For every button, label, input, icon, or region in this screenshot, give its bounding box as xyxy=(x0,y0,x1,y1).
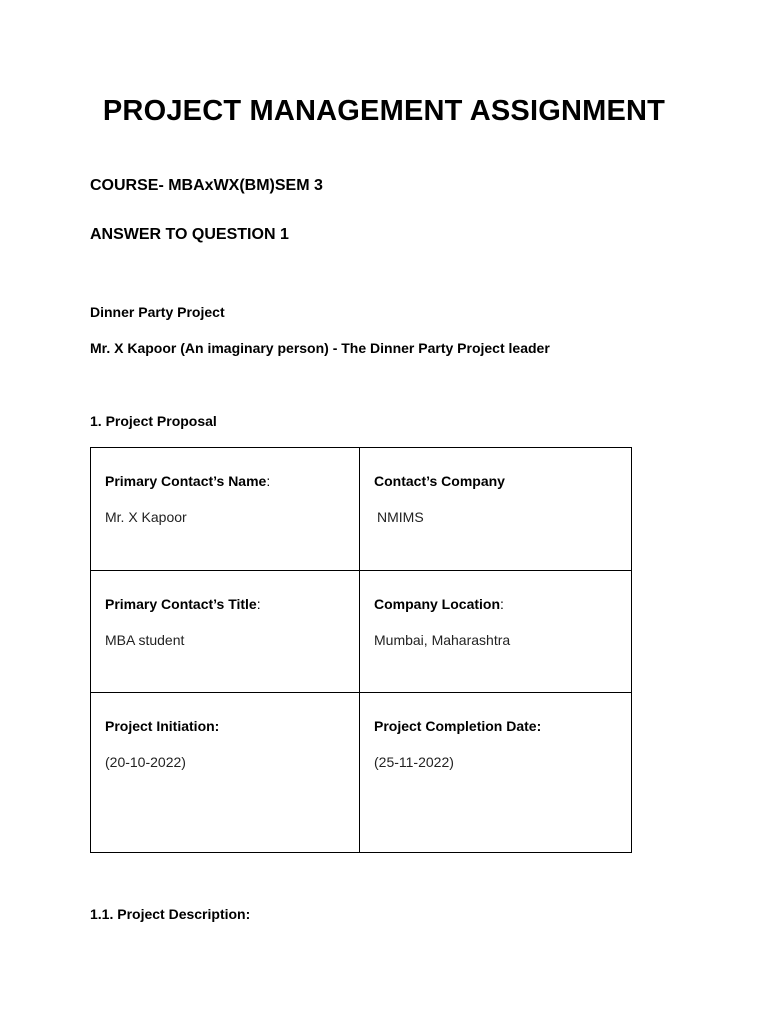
primary-contact-title-label xyxy=(105,595,345,613)
company-location-colon: : xyxy=(500,596,504,612)
project-name: Dinner Party Project xyxy=(90,304,225,320)
contact-company-value: NMIMS xyxy=(377,509,424,525)
company-location-label xyxy=(374,595,617,613)
project-leader: Mr. X Kapoor (An imaginary person) - The Dinner Party Project leader xyxy=(90,340,550,356)
project-completion-cell xyxy=(360,693,632,853)
table-row xyxy=(91,693,632,853)
primary-contact-name-colon: : xyxy=(266,473,271,489)
project-completion-value: (25-11-2022) xyxy=(374,754,454,770)
company-location-cell xyxy=(360,571,632,693)
contact-company-cell xyxy=(360,448,632,571)
primary-contact-title-value: MBA student xyxy=(105,632,185,648)
project-initiation-label: Project Initiation: xyxy=(105,718,220,734)
primary-contact-title-colon: : xyxy=(256,596,261,612)
primary-contact-title-label-text: Primary Contact’s Title xyxy=(105,596,257,612)
table-row xyxy=(91,448,632,571)
section-project-description: 1.1. Project Description: xyxy=(90,906,251,922)
contact-company-label: Contact’s Company xyxy=(374,473,505,489)
document-title: PROJECT MANAGEMENT ASSIGNMENT xyxy=(102,95,666,127)
answer-heading: ANSWER TO QUESTION 1 xyxy=(90,226,289,243)
primary-contact-title-cell xyxy=(91,571,360,693)
company-location-label-text: Company Location xyxy=(374,596,501,612)
course-heading: COURSE- MBAxWX(BM)SEM 3 xyxy=(90,177,323,194)
primary-contact-name-value: Mr. X Kapoor xyxy=(105,509,187,525)
project-initiation-value: (20-10-2022) xyxy=(105,754,186,770)
project-completion-label: Project Completion Date: xyxy=(374,718,542,734)
section-project-proposal: 1. Project Proposal xyxy=(90,413,217,429)
project-initiation-cell xyxy=(91,693,360,853)
project-proposal-table xyxy=(90,447,632,853)
primary-contact-name-cell xyxy=(91,448,360,571)
company-location-value: Mumbai, Maharashtra xyxy=(374,632,511,648)
table-row xyxy=(91,571,632,693)
primary-contact-name-label-text: Primary Contact’s Name xyxy=(105,473,267,489)
primary-contact-name-label xyxy=(105,472,345,490)
